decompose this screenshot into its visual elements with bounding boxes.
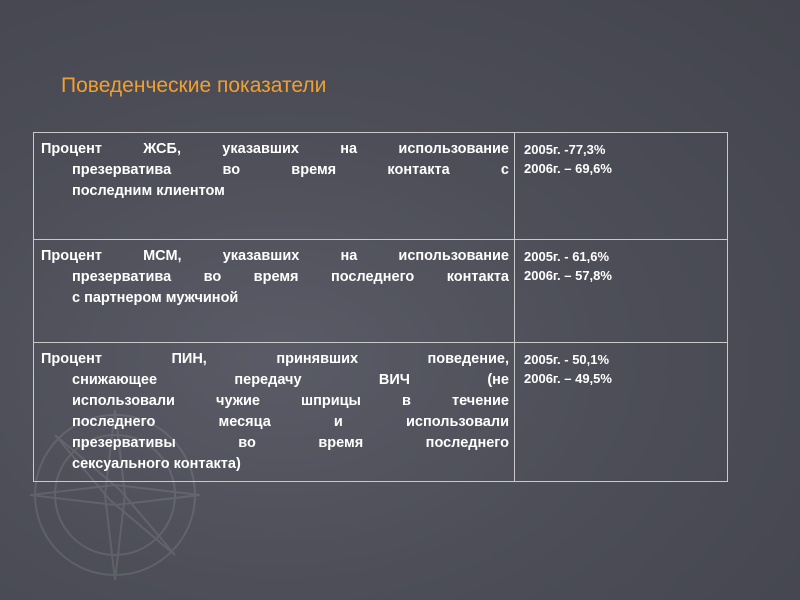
indicator-text-line: снижающее передачу ВИЧ (не [72, 372, 509, 388]
indicator-text-line: презерватива во время контакта с [72, 162, 509, 178]
value-2005: 2005г. -77,3% [524, 142, 606, 157]
table-row [34, 240, 728, 343]
value-2005: 2005г. - 50,1% [524, 352, 610, 367]
page-title: Поведенческие показатели [61, 74, 327, 97]
values-cell [515, 240, 728, 343]
indicator-cell [34, 343, 515, 482]
value-2006: 2006г. – 57,8% [524, 268, 612, 283]
indicator-text-line: с партнером мужчиной [72, 290, 239, 306]
indicator-text-line: использовали чужие шприцы в течение [72, 393, 509, 409]
table-row [34, 343, 728, 482]
indicator-text-line: Процент ЖСБ, указавших на использование [41, 141, 509, 157]
value-2006: 2006г. – 69,6% [524, 161, 612, 176]
indicator-cell [34, 240, 515, 343]
indicator-cell [34, 133, 515, 240]
indicator-text-line: презервативы во время последнего [72, 435, 509, 451]
indicator-text-line: презерватива во время последнего контакта [72, 269, 509, 285]
indicator-text-line: Процент МСМ, указавших на использование [41, 248, 509, 264]
values-cell [515, 343, 728, 482]
indicator-text-line: сексуального контакта) [72, 456, 241, 472]
indicator-text-line: последнего месяца и использовали [72, 414, 509, 430]
table-row [34, 133, 728, 240]
indicators-table [33, 132, 728, 482]
value-2005: 2005г. - 61,6% [524, 249, 610, 264]
value-2006: 2006г. – 49,5% [524, 371, 612, 386]
indicator-text-line: Процент ПИН, принявших поведение, [41, 351, 509, 367]
indicator-text-line: последним клиентом [72, 183, 225, 199]
values-cell [515, 133, 728, 240]
